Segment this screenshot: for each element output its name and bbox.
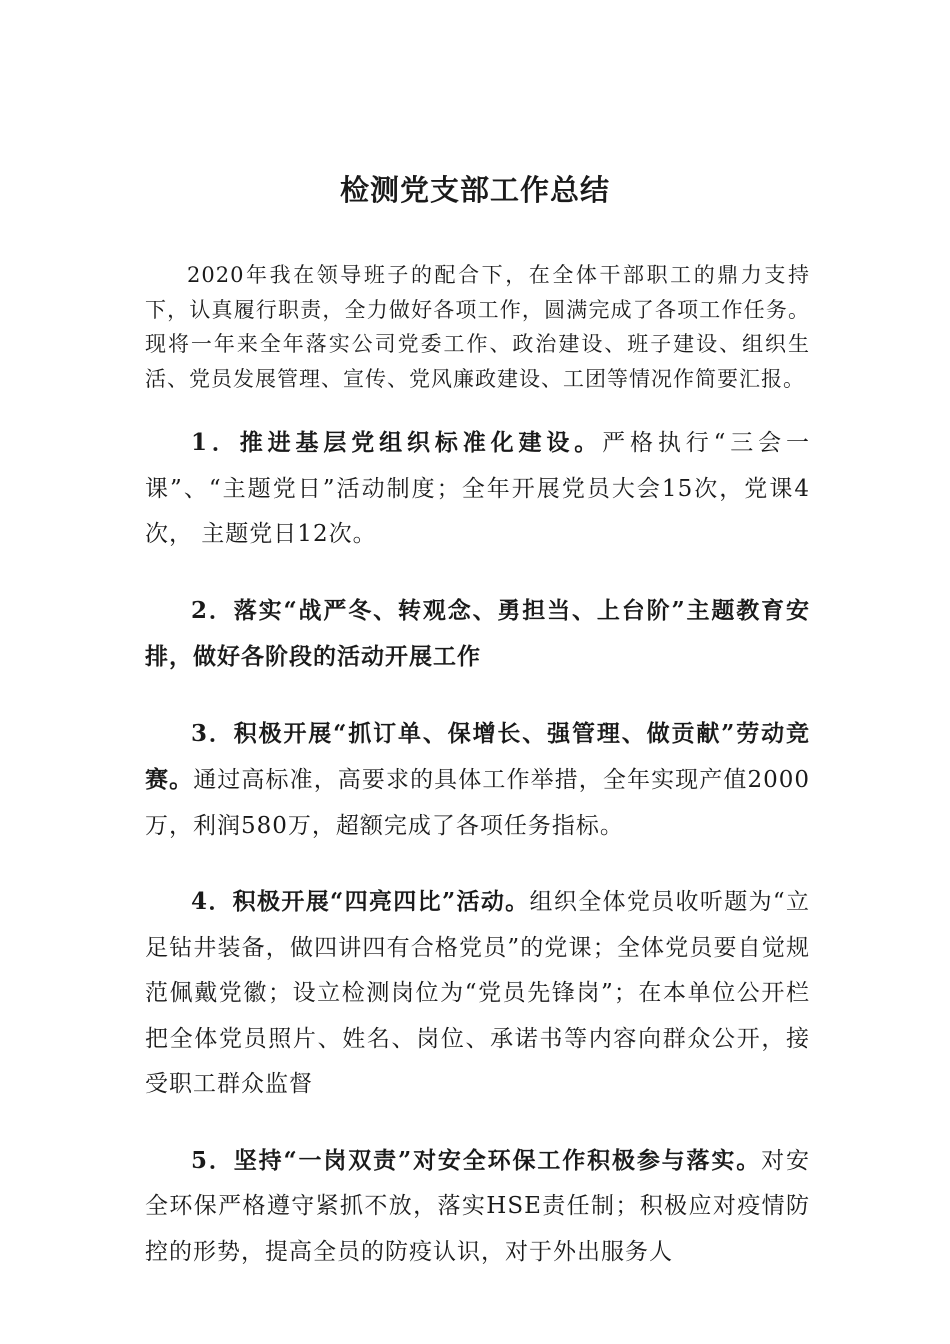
section-4 [145, 879, 810, 1108]
section-4-body: 组织全体党员收听题为“立足钻井装备，做四讲四有合格党员”的党课；全体党员要自觉规范佩戴党徽；设立检测岗位为“党员先锋岗”；在本单位公开栏把全体党员照片、姓名、岗位、承诺书等内容向群众公开，接受职工群众监督 [145, 889, 810, 1097]
document-title: 检测党支部工作总结 [339, 173, 610, 207]
section-5-body: 对安全环保严格遵守紧抓不放，落实HSE责任制；积极应对疫情防控的形势，提高全员的防疫认识，对于外出服务人 [145, 1147, 811, 1265]
section-3 [145, 711, 810, 850]
section-2-heading: 2．落实“战严冬、转观念、勇担当、上台阶”主题教育安排，做好各阶段的活动开展工作 [145, 596, 810, 670]
section-1-body: 严格执行“三会一课”、“主题党日”活动制度；全年开展党员大会15次，党课4次， 主题党日12次。 [145, 430, 810, 547]
document-body [145, 258, 810, 1275]
section-1 [145, 420, 810, 558]
section-4-heading: 4．积极开展“四亮四比”活动。 [191, 888, 530, 915]
section-3-heading: 3．积极开展“抓订单、保增长、强管理、做贡献”劳动竞赛。 [145, 719, 810, 793]
section-2 [145, 588, 810, 681]
section-1-heading: 1．推进基层党组织标准化建设。 [191, 429, 603, 456]
section-5-heading: 5．坚持“一岗双责”对安全环保工作积极参与落实。 [191, 1146, 762, 1174]
section-3-body: 通过高标准，高要求的具体工作举措，全年实现产值2000万，利润580万，超额完成了各项任务指标。 [145, 767, 810, 839]
intro-paragraph: 2020年我在领导班子的配合下，在全体干部职工的鼎力支持下，认真履行职责，全力做好各项工作，圆满完成了各项工作任务。现将一年来全年落实公司党委工作、政治建设、班子建设、组织生活、党员发展管理、宣传、党风廉政建设、工团等情况作简要汇报。 [145, 263, 810, 391]
section-5 [145, 1138, 810, 1276]
